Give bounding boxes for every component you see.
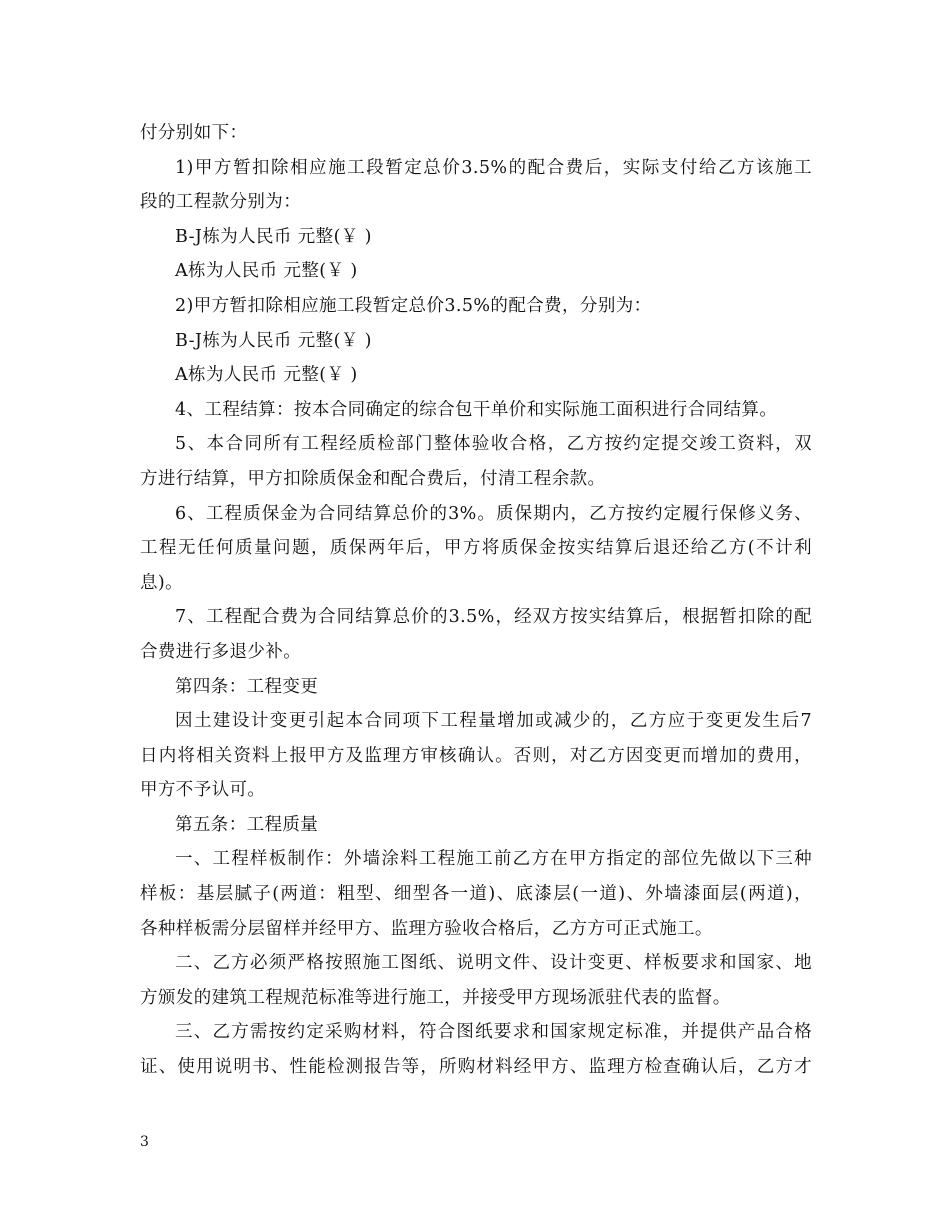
text-line: 4、工程结算：按本合同确定的综合包干单价和实际施工面积进行合同结算。: [175, 399, 778, 420]
text-line: 日内将相关资料上报甲方及监理方审核确认。否则，对乙方因变更而增加的费用，: [140, 745, 812, 766]
text-line: 方颁发的建筑工程规范标准等进行施工，并接受甲方现场派驻代表的监督。: [140, 987, 731, 1008]
text-line: 工程无任何质量问题，质保两年后，甲方将质保金按实结算后退还给乙方(不计利: [140, 538, 812, 559]
text-line: 1)甲方暂扣除相应施工段暂定总价3.5%的配合费后，实际支付给乙方该施工: [175, 157, 812, 178]
text-line: B-J栋为人民币 元整(￥ ): [175, 330, 372, 351]
text-line: A栋为人民币 元整(￥ ): [175, 365, 358, 386]
text-line: 第五条：工程质量: [175, 814, 319, 835]
text-line: 2)甲方暂扣除相应施工段暂定总价3.5%的配合费，分别为：: [175, 295, 652, 316]
text-line: 各种样板需分层留样并经甲方、监理方验收合格后，乙方方可正式施工。: [140, 918, 713, 939]
text-line: 第四条：工程变更: [175, 676, 319, 697]
text-line: 二、乙方必须严格按照施工图纸、说明文件、设计变更、样板要求和国家、地: [175, 953, 812, 974]
text-line: B-J栋为人民币 元整(￥ ): [175, 226, 372, 247]
text-line: 6、工程质保金为合同结算总价的3%。质保期内，乙方按约定履行保修义务、: [175, 503, 812, 524]
text-line: 因土建设计变更引起本合同项下工程量增加或减少的，乙方应于变更发生后7: [175, 711, 812, 732]
text-line: 样板：基层腻子(两道：粗型、细型各一道)、底漆层(一道)、外墙漆面层(两道)，: [140, 884, 812, 905]
document-body: [140, 116, 812, 1085]
text-line: 7、工程配合费为合同结算总价的3.5%，经双方按实结算后，根据暂扣除的配: [175, 607, 812, 628]
text-line: 方进行结算，甲方扣除质保金和配合费后，付清工程余款。: [140, 468, 606, 489]
text-line: 合费进行多退少补。: [140, 641, 302, 662]
text-line: 段的工程款分别为：: [140, 192, 302, 213]
text-line: A栋为人民币 元整(￥ ): [175, 261, 358, 282]
text-line: 三、乙方需按约定采购材料，符合图纸要求和国家规定标准，并提供产品合格: [175, 1022, 812, 1043]
page-number: 3: [140, 1134, 149, 1150]
text-line: 甲方不予认可。: [140, 780, 266, 801]
text-line: 付分别如下：: [140, 123, 248, 143]
text-line: 一、工程样板制作：外墙涂料工程施工前乙方在甲方指定的部位先做以下三种: [175, 849, 812, 870]
text-line: 证、使用说明书、性能检测报告等，所购材料经甲方、监理方检查确认后，乙方才: [140, 1057, 812, 1078]
text-line: 息)。: [140, 572, 184, 593]
text-line: 5、本合同所有工程经质检部门整体验收合格，乙方按约定提交竣工资料，双: [175, 434, 812, 455]
